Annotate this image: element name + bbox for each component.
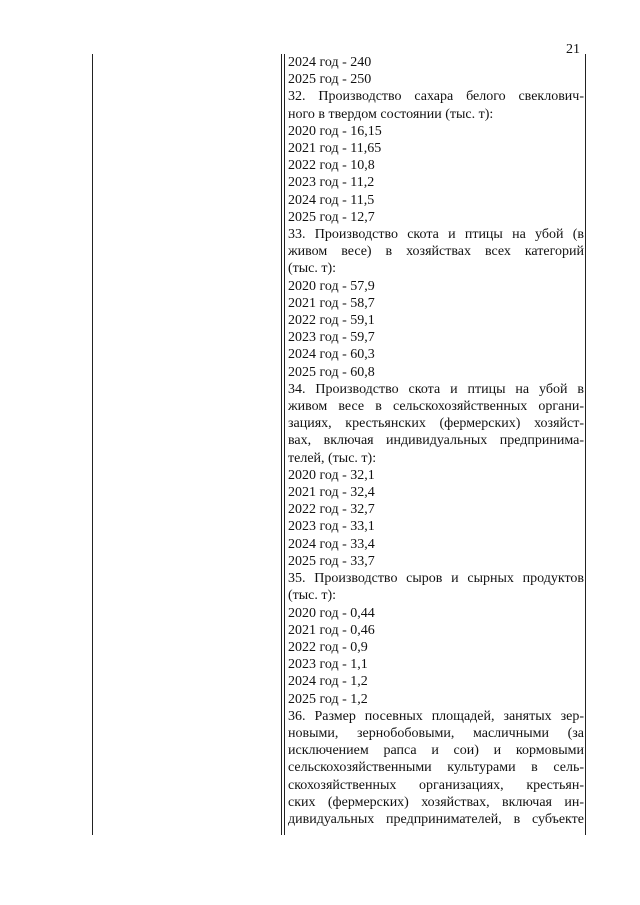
title-line: 32. Производство сахара белого свеклович- <box>288 89 584 105</box>
title-line: новыми, зернобобовыми, масличными (за <box>288 725 584 741</box>
value-line: 2024 год - 60,3 <box>288 347 375 363</box>
value-line: 2023 год - 33,1 <box>288 519 375 535</box>
indicator-title <box>288 570 584 604</box>
indicator-title <box>288 226 584 278</box>
value-line: 2022 год - 0,9 <box>288 639 368 655</box>
indicator-title <box>288 88 584 122</box>
value-line: 2025 год - 250 <box>288 72 372 88</box>
value-line: 2024 год - 1,2 <box>288 674 368 690</box>
intro-block <box>288 54 584 88</box>
title-line: живом весе) в хозяйствах всех категорий <box>288 244 584 260</box>
value-line: 2022 год - 32,7 <box>288 502 375 518</box>
title-line: (тыс. т): <box>288 261 337 277</box>
value-line: 2023 год - 59,7 <box>288 330 375 346</box>
table-border-left <box>92 54 93 835</box>
value-line: 2025 год - 1,2 <box>288 691 368 707</box>
indicator-35 <box>288 570 584 708</box>
title-line: вах, включая индивидуальных предпринима- <box>288 433 584 449</box>
indicator-32 <box>288 88 584 226</box>
indicator-column <box>288 54 584 828</box>
value-line: 2024 год - 240 <box>288 55 372 70</box>
title-line: 36. Размер посевных площадей, занятых зер- <box>288 708 584 724</box>
table-border-middle <box>281 54 282 835</box>
value-line: 2024 год - 11,5 <box>288 192 375 208</box>
value-line: 2021 год - 32,4 <box>288 485 375 501</box>
title-line: 33. Производство скота и птицы на убой (в <box>288 227 584 243</box>
table-border-middle-inner <box>284 54 285 835</box>
indicator-title <box>288 708 584 828</box>
title-line: скохозяйственных организациях, крестьян- <box>288 777 584 793</box>
title-line: живом весе в сельскохозяйственных органи- <box>288 399 584 415</box>
value-line: 2020 год - 32,1 <box>288 467 375 483</box>
title-line: дивидуальных предпринимателей, в субъекте <box>288 811 584 827</box>
value-line: 2021 год - 58,7 <box>288 295 375 311</box>
title-line: (тыс. т): <box>288 588 337 604</box>
title-line: телей, (тыс. т): <box>288 450 377 466</box>
value-line: 2021 год - 0,46 <box>288 622 375 638</box>
value-line: 2025 год - 60,8 <box>288 364 375 380</box>
title-line: зациях, крестьянских (фермерских) хозяйст- <box>288 416 584 432</box>
indicator-36 <box>288 708 584 828</box>
indicator-33 <box>288 226 584 381</box>
value-line: 2022 год - 59,1 <box>288 313 375 329</box>
value-line: 2021 год - 11,65 <box>288 141 382 157</box>
value-line: 2024 год - 33,4 <box>288 536 375 552</box>
value-line: 2022 год - 10,8 <box>288 158 375 174</box>
value-line: 2020 год - 0,44 <box>288 605 375 621</box>
title-line: ских (фермерских) хозяйствах, включая ин- <box>288 794 584 810</box>
value-line: 2020 год - 16,15 <box>288 123 382 139</box>
title-line: исключением рапса и сои) и кормовыми <box>288 743 584 759</box>
table-border-right <box>585 54 586 835</box>
value-line: 2025 год - 33,7 <box>288 553 375 569</box>
title-line: сельскохозяйственными культурами в сель- <box>288 760 584 776</box>
page-number: 21 <box>566 42 580 57</box>
indicator-title <box>288 381 584 467</box>
value-line: 2025 год - 12,7 <box>288 209 375 225</box>
title-line: 34. Производство скота и птицы на убой в <box>288 381 584 397</box>
value-line: 2023 год - 1,1 <box>288 657 368 673</box>
value-line: 2023 год - 11,2 <box>288 175 375 191</box>
title-line: 35. Производство сыров и сырных продуктов <box>288 571 584 587</box>
indicator-34 <box>288 381 584 570</box>
value-line: 2020 год - 57,9 <box>288 278 375 294</box>
title-line: ного в твердом состоянии (тыс. т): <box>288 106 494 122</box>
